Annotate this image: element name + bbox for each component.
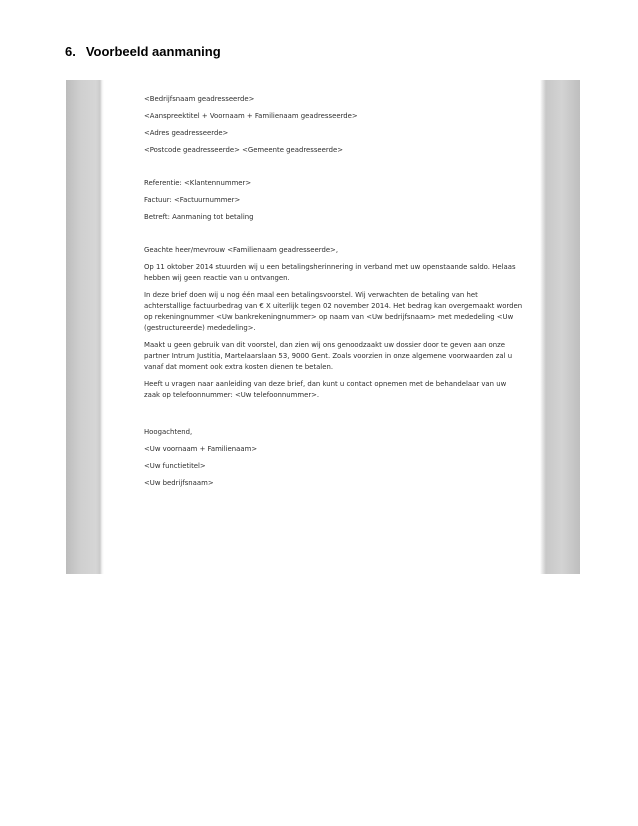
section-heading [65, 44, 221, 59]
signature-company: <Uw bedrijfsnaam> [144, 479, 214, 487]
invoice-line: Factuur: <Factuurnummer> [144, 196, 241, 204]
recipient-postcode-city: <Postcode geadresseerde> <Gemeente geadresseerde> [144, 146, 344, 154]
letter-screenshot [66, 80, 580, 574]
letter-paragraph: Op 11 oktober 2014 stuurden wij u een betalingsherinnering in verband met uw openstaande saldo. Helaas hebben wij geen reactie van u ontvangen. [144, 263, 516, 282]
recipient-address: <Adres geadresseerde> [144, 129, 229, 137]
subject-line: Betreft: Aanmaning tot betaling [144, 213, 254, 221]
salutation: Geachte heer/mevrouw <Familienaam geadresseerde>, [144, 246, 339, 254]
recipient-name: <Aanspreektitel + Voornaam + Familienaam geadresseerde> [144, 112, 358, 120]
letter-paragraph: In deze brief doen wij u nog één maal een betalingsvoorstel. Wij verwachten de betaling van het achterstallige factuurbedrag van € X uiterlijk tegen 02 november 2014. Het bedrag kan overgemaakt worden op rekeningnummer <Uw bankrekeningnummer> op naam van <Uw bedrijfsnaam> met mededeling <Uw (gestructureerde) mededeling>. [144, 291, 523, 332]
signature-name: <Uw voornaam + Familienaam> [144, 445, 258, 453]
signature-title: <Uw functietitel> [144, 462, 206, 470]
letter-page [144, 94, 524, 489]
letter-paragraph: Maakt u geen gebruik van dit voorstel, dan zien wij ons genoodzaakt uw dossier door te geven aan onze partner Intrum Justitia, Martelaarslaan 53, 9000 Gent. Zoals voorzien in onze algemene voorwaarden zal u vanaf dat moment ook extra kosten dienen te betalen. [144, 341, 513, 371]
letter-paragraph: Heeft u vragen naar aanleiding van deze brief, dan kunt u contact opnemen met de behandelaar van uw zaak op telefoonnummer: <Uw telefoonnummer>. [144, 380, 507, 399]
recipient-company: <Bedrijfsnaam geadresseerde> [144, 95, 255, 103]
section-number: 6. [65, 44, 76, 59]
section-title: Voorbeeld aanmaning [85, 44, 221, 59]
closing: Hoogachtend, [144, 428, 193, 436]
reference-line: Referentie: <Klantennummer> [144, 179, 252, 187]
